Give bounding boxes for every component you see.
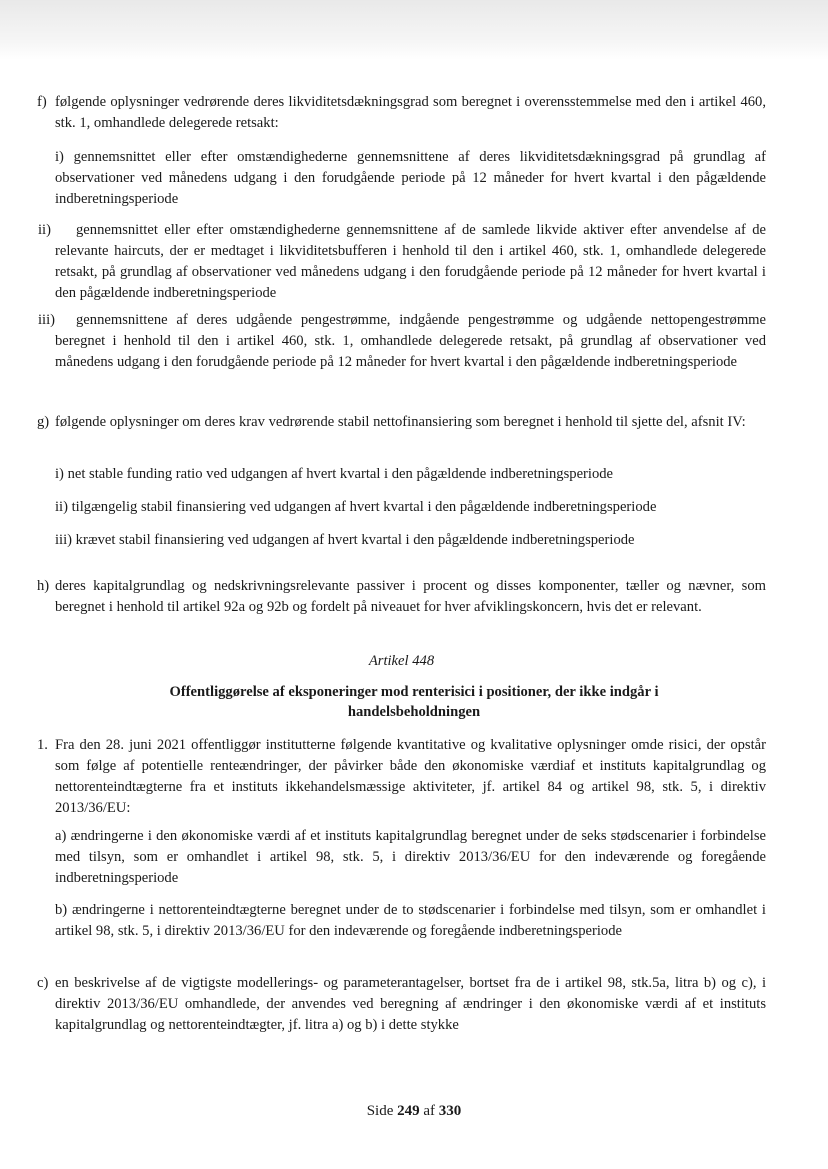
item-f-text: følgende oplysninger vedrørende deres likviditetsdækningsgrad som beregnet i overensstemmelse med den i artikel 460, stk. 1, omhandlede delegerede retsakt: — [55, 94, 766, 131]
item-f-label: f) — [37, 94, 47, 110]
article-number: Artikel 448 — [368, 653, 435, 669]
item-g-sub-i: i) net stable funding ratio ved udgangen af hvert kvartal i den pågældende indberetningsperiode — [55, 466, 614, 482]
item-f-sub-ii: gennemsnittet eller efter omstændighederne gennemsnittene af de samlede likvide aktiver efter anvendelse af de relevante haircuts, der er medtaget i likviditetsbufferen i henhold til den i artikel 460, stk. 1, omhandlede delegerede retsakt, på grundlag af observationer ved månedens udgang i den forudgående periode på 12 måneder for hvert kvartal i den pågældende indberetningsperiode — [55, 222, 766, 301]
para-1-sub-c-label: c) — [37, 975, 49, 991]
footer-page-total: 330 — [438, 1103, 462, 1119]
footer-page-number: 249 — [397, 1103, 420, 1119]
para-1-label: 1. — [37, 737, 48, 753]
item-f-sub-ii-label: ii) — [38, 222, 51, 238]
para-1-text: Fra den 28. juni 2021 offentliggør institutterne følgende kvantitative og kvalitative oplysninger omde risici, der opstår som følge af potentielle renteændringer, der påvirker både den økonomiske værdiaf et instituts kapitalgrundlag og nettorenteindtægterne fra et instituts ikkehandelsmæssige aktiviteter, jf. artikel 84 og artikel 98, stk. 5, i direktiv 2013/36/EU: — [55, 737, 766, 816]
article-title: Offentliggørelse af eksponeringer mod renterisici i positioner, der ikke indgår i handelsbeholdningen — [169, 684, 659, 720]
item-f-sub-iii: gennemsnittene af deres udgående pengestrømme, indgående pengestrømme og udgående nettopengestrømme beregnet i henhold til den i artikel 460, stk. 1, omhandlede delegerede retsakt, på grundlag af observationer ved månedens udgang i den forudgående periode på 12 måneder for hvert kvartal i den pågældende indberetningsperiode — [55, 312, 766, 370]
item-g-sub-iii: iii) krævet stabil finansiering ved udgangen af hvert kvartal i den pågældende indberetningsperiode — [55, 532, 635, 548]
para-1-sub-a: a) ændringerne i den økonomiske værdi af et instituts kapitalgrundlag beregnet under de seks stødscenarier i forbindelse med tilsyn, som er omhandlet i artikel 98, stk. 5, i direktiv 2013/36/EU for den indeværende og foregående indberetningsperiode — [55, 828, 766, 886]
page-footer — [0, 1101, 828, 1122]
footer-of: af — [423, 1103, 436, 1119]
item-g-text: følgende oplysninger om deres krav vedrørende stabil nettofinansiering som beregnet i henhold til sjette del, afsnit IV: — [55, 414, 746, 430]
para-1-sub-c: en beskrivelse af de vigtigste modellerings- og parameterantagelser, bortset fra de i artikel 98, stk.5a, litra b) og c), i direktiv 2013/36/EU omhandlede, der anvendes ved beregning af ændringer i den økonomiske værdi af et instituts kapitalgrundlag og nettorenteindtægter, jf. litra a) og b) i dette stykke — [55, 975, 766, 1033]
item-h-label: h) — [37, 578, 50, 594]
item-g-label: g) — [37, 414, 50, 430]
item-h-text: deres kapitalgrundlag og nedskrivningsrelevante passiver i procent og disses komponenter, tæller og nævner, som beregnet i henhold til artikel 92a og 92b og fordelt på niveauet for hver afviklingskoncern, hvis det er relevant. — [55, 578, 766, 615]
para-1-sub-b: b) ændringerne i nettorenteindtægterne beregnet under de to stødscenarier i forbindelse med tilsyn, som er omhandlet i artikel 98, stk. 5, i direktiv 2013/36/EU for den indeværende og foregående indberetningsperiode — [55, 902, 766, 939]
item-f-sub-iii-label: iii) — [38, 312, 56, 328]
footer-prefix: Side — [366, 1103, 394, 1119]
item-g-sub-ii: ii) tilgængelig stabil finansiering ved udgangen af hvert kvartal i den pågældende indberetningsperiode — [55, 499, 657, 515]
item-f-sub-i: i) gennemsnittet eller efter omstændighederne gennemsnittene af deres likviditetsdækningsgrad på grundlag af observationer ved månedens udgang i den forudgående periode på 12 måneder for hvert kvartal i den pågældende indberetningsperiode — [55, 149, 766, 207]
